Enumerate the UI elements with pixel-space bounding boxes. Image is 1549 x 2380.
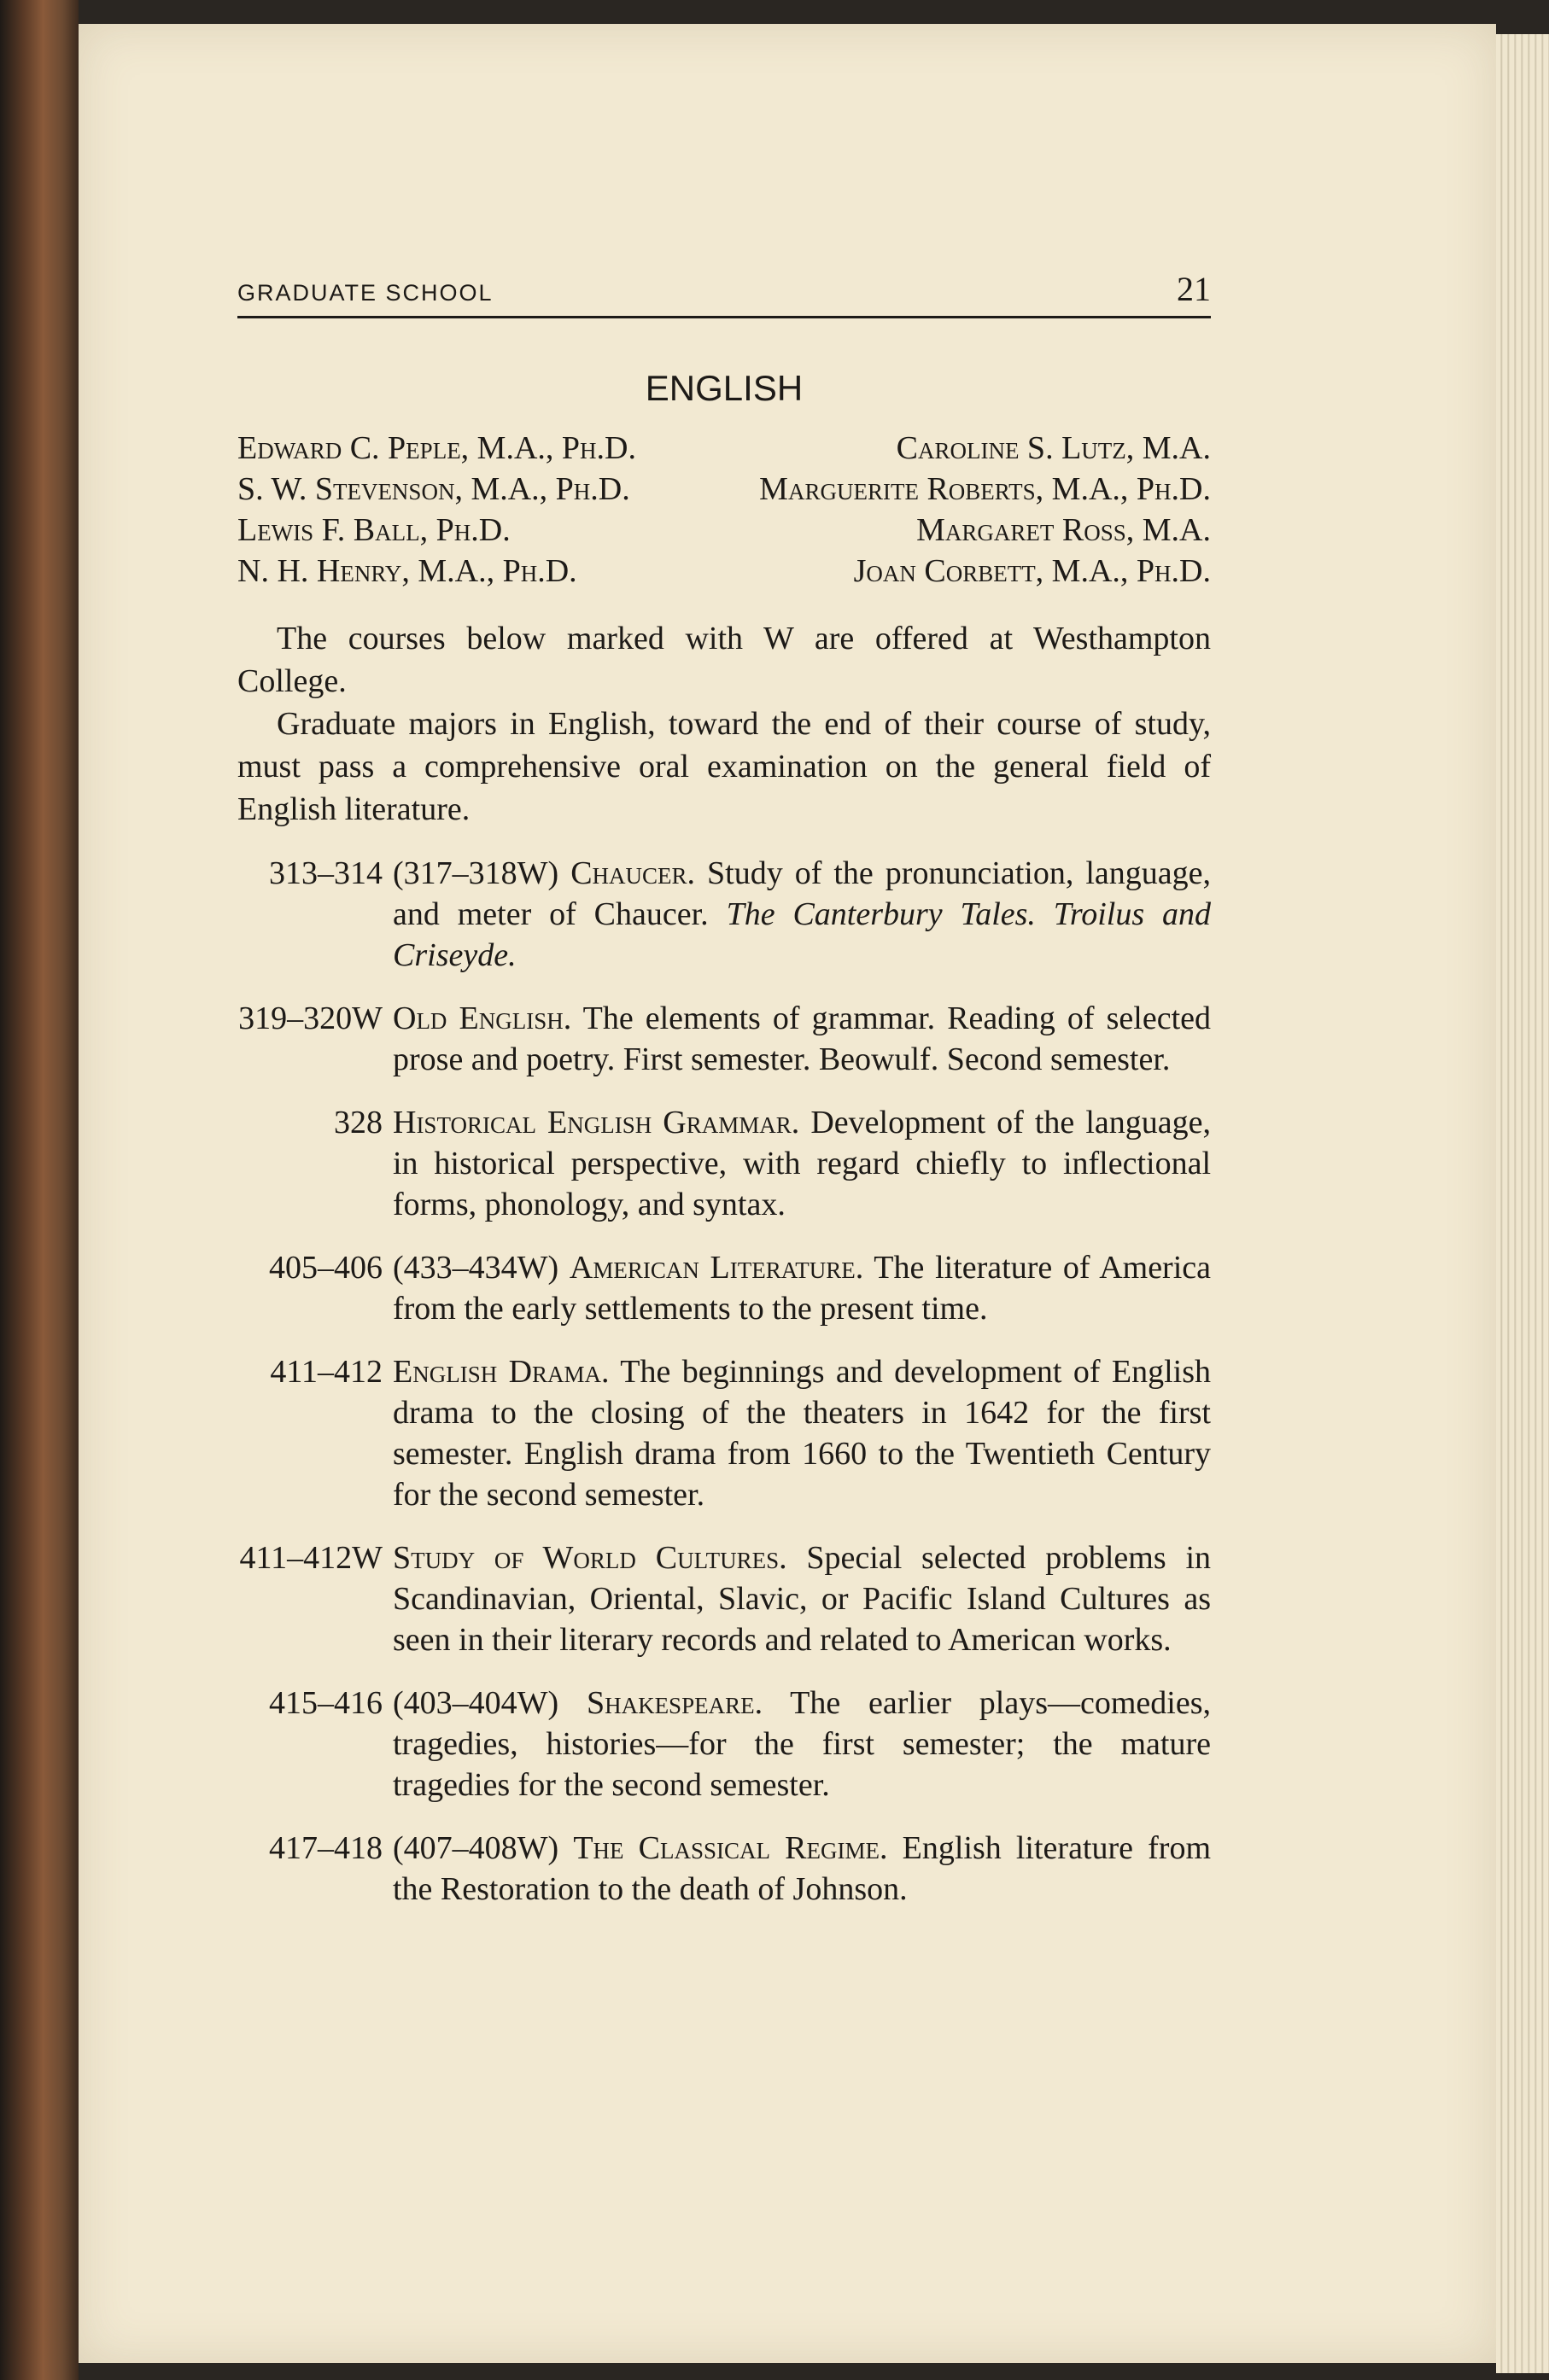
course-body <box>383 1102 1211 1225</box>
faculty-name: S. W. Stevenson, M.A., Ph.D. <box>237 471 630 507</box>
course-description: English literature from the Restoration to the death of Johnson. <box>393 1830 1212 1907</box>
course-body <box>383 853 1211 976</box>
faculty-name: Margaret Ross, M.A. <box>916 512 1211 548</box>
course-title: Shakespeare. <box>586 1685 763 1721</box>
course-number: 415–416 <box>269 1685 383 1721</box>
page-content <box>237 269 1211 1910</box>
course-body <box>383 1828 1211 1910</box>
course-entry <box>237 853 1211 976</box>
course-number: 328 <box>334 1105 383 1140</box>
course-entry <box>237 1102 1211 1225</box>
faculty-list <box>237 428 1211 592</box>
course-entry <box>237 1683 1211 1805</box>
course-body <box>383 1537 1211 1660</box>
faculty-name: N. H. Henry, M.A., Ph.D. <box>237 553 577 589</box>
faculty-name: Joan Corbett, M.A., Ph.D. <box>853 553 1211 589</box>
course-italic-text: The Canterbury Tales. Troilus and Criseyde. <box>393 896 1212 973</box>
intro-paragraph: The courses below marked with W are offered at Westhampton College. <box>237 621 1211 699</box>
course-number: 417–418 <box>269 1830 383 1866</box>
book-spine <box>0 0 79 2380</box>
course-title: Old English. <box>393 1000 572 1036</box>
course-entry <box>237 998 1211 1080</box>
course-title: Historical English Grammar. <box>393 1105 800 1140</box>
page-edges <box>1496 34 1549 2373</box>
faculty-name: Edward C. Peple, M.A., Ph.D. <box>237 430 636 466</box>
course-body <box>383 1351 1211 1515</box>
course-description: Study of the pronunciation, language, and meter of Chaucer. <box>393 855 1212 932</box>
faculty-name: Marguerite Roberts, M.A., Ph.D. <box>759 471 1211 507</box>
course-alt-number: (317–318W) <box>393 855 559 891</box>
course-number: 411–412 <box>270 1354 383 1390</box>
course-description: The elements of grammar. Reading of selected prose and poetry. First semester. Beowulf. Second semester. <box>393 1000 1211 1077</box>
course-entry <box>237 1247 1211 1329</box>
course-description: The earlier plays—comedies, tragedies, histories—for the first semester; the mature tragedies for the second semester. <box>393 1685 1211 1803</box>
course-alt-number: (433–434W) <box>393 1250 559 1286</box>
course-entry <box>237 1828 1211 1910</box>
course-body <box>383 998 1211 1080</box>
department-title: ENGLISH <box>645 368 804 408</box>
course-number: 319–320W <box>238 1000 383 1036</box>
course-number: 405–406 <box>269 1250 383 1286</box>
faculty-name: Lewis F. Ball, Ph.D. <box>237 512 511 548</box>
course-entry <box>237 1351 1211 1515</box>
running-header <box>237 269 1211 318</box>
course-title: English Drama. <box>393 1354 610 1390</box>
course-title: Study of World Cultures. <box>393 1540 787 1576</box>
course-description: The literature of America from the early settlements to the present time. <box>393 1250 1211 1327</box>
course-number: 313–314 <box>269 855 383 891</box>
faculty-name: Caroline S. Lutz, M.A. <box>896 430 1211 466</box>
course-alt-number: (403–404W) <box>393 1685 559 1721</box>
intro-paragraph: Graduate majors in English, toward the end of their course of study, must pass a comprehensive oral examination on the general field of English literature. <box>237 706 1211 827</box>
course-body <box>383 1683 1211 1805</box>
course-title: The Classical Regime. <box>573 1830 888 1866</box>
course-description: The beginnings and development of English drama to the closing of the theaters in 1642 for the first semester. English drama from 1660 to the Twentieth Century for the second semester. <box>393 1354 1211 1513</box>
course-entry <box>237 1537 1211 1660</box>
course-alt-number: (407–408W) <box>393 1830 559 1866</box>
course-title: American Literature. <box>569 1250 864 1286</box>
course-description: Special selected problems in Scandinavian, Oriental, Slavic, or Pacific Island Cultures as seen in their literary records and related to American works. <box>393 1540 1212 1658</box>
section-label: GRADUATE SCHOOL <box>237 280 494 306</box>
page-number: 21 <box>1177 270 1211 308</box>
course-number: 411–412W <box>239 1540 383 1576</box>
course-body <box>383 1247 1211 1329</box>
course-title: Chaucer. <box>570 855 696 891</box>
course-description: Development of the language, in historical perspective, with regard chiefly to inflectional forms, phonology, and syntax. <box>393 1105 1212 1222</box>
